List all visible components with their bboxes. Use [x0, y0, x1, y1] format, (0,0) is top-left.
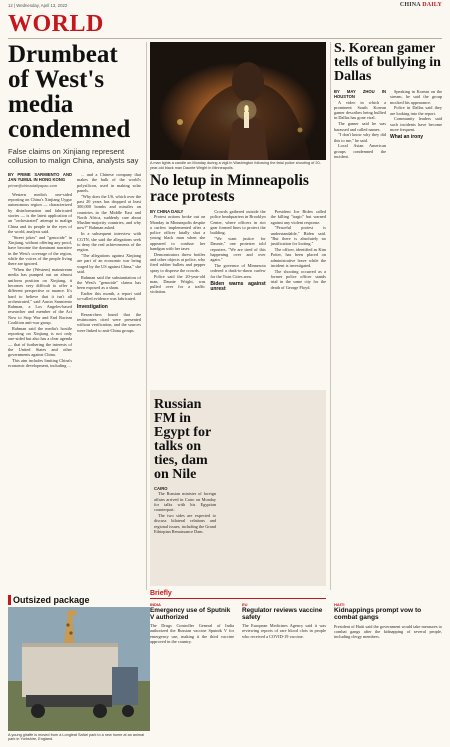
paragraph: The Russian minister of foreign affairs arrived in Cairo on Monday for talks with his Egyptian counterpart.: [154, 491, 216, 513]
egypt-body: [154, 486, 216, 534]
paragraph: Researchers found that the testimonies cited were presented without verification, and the sources were linked to anti-China groups.: [77, 311, 141, 333]
brief-item: [150, 602, 234, 644]
gamer-byline: BY MAY ZHOU IN HOUSTON: [334, 89, 386, 100]
paragraph: Crowds gathered outside the police headquarters in Brooklyn Center, where officers in riot gear formed lines to protect the building.: [210, 209, 266, 236]
paragraph: "Why does the US, which over the past 20 years has dropped at least 300,000 bombs and missiles on countries in the Middle East and North Africa, suddenly care about Muslim-majority countries, and why now?" Rahman asked.: [77, 193, 141, 231]
photo-caption: A man lights a candle on Monday during a vigil in Washington following the fatal police shooting of 20-year-old black man Daunte Wright in Minneapolis.: [150, 161, 321, 170]
mid-col-3: [271, 209, 326, 295]
paragraph: The officer, identified as Kim Potter, has been placed on administrative leave while the incident is investigated.: [270, 247, 326, 268]
paragraph: Rahman said the substantiation of the West's "genocide" claims has been exposed as a sham.: [77, 274, 141, 291]
paragraph: Earlier this month, a report said so-called evidence was fabricated.: [77, 291, 141, 302]
paragraph: Protest actions broke out on Monday in Minneapolis despite a curfew implemented after a police officer fatally shot a young black man when she appeared to confuse her handgun with her taser.: [150, 214, 206, 252]
paragraph: Police in Dallas said they are looking into the report.: [390, 105, 442, 116]
right-col-2: [390, 89, 442, 160]
gamer-subtitle: What an irony: [390, 134, 424, 141]
mid-col-2: [210, 209, 265, 295]
right-col-1: [334, 89, 386, 160]
paragraph: Local Asian American groups condemned the incident.: [334, 143, 386, 160]
lead-body: [8, 172, 142, 369]
brief-tag: INDIA: [150, 602, 161, 607]
mid-byline: BY CHINA DAILY: [150, 209, 184, 214]
mid-col-1: [150, 209, 205, 295]
brief-tag: EU: [242, 602, 248, 607]
paragraph: "When the (Western) mainstream media has pumped out an almost uniform position on Xinjiang, it becomes very difficult to offer a different perspective or nuance. It's hard to believe that it isn't all orchestrated," said Aaron Sarmiento Rahman, a Los Angeles-based researcher and member of the Act Now to Stop War and End Racism Coalition anti-war group.: [8, 267, 72, 325]
paragraph: A video in which a prominent South Korean gamer describes being bullied in Dallas has gone viral.: [334, 99, 386, 121]
paragraph: In a subsequent interview with CGTN, she said the allegations seek to deny the real achievements of the region.: [77, 231, 141, 253]
briefly-label: Briefly: [150, 590, 326, 599]
brief-headline[interactable]: Kidnappings prompt vow to combat gangs: [334, 607, 422, 621]
paragraph: Speaking in Korean on the stream, he said the group mocked his appearance.: [390, 89, 442, 105]
gamer-article: [334, 42, 442, 160]
paragraph: Western media's one-sided reporting on China's Xinjiang Uygur autonomous region — characterized by disinformation and fabricated stories — is the latest application of an "orchestrated" attempt to malign China and its people in the eyes of the world, analysts said.: [8, 191, 72, 234]
lead-subhead: False claims on Xinjiang represent collusion to malign China, analysts say: [8, 147, 139, 166]
lead-email[interactable]: prime@chinadailyapac.com: [8, 182, 58, 188]
lead-byline: BY PRIME SARMIENTO AND JAN YUMUL IN HONG KONG: [8, 171, 72, 183]
column-divider: [146, 42, 147, 590]
lead-col-2: [77, 172, 141, 369]
paragraph: Demonstrators threw bottles and other objects at police, who fired rubber bullets and pepper spray to disperse the crowds.: [150, 251, 206, 273]
giraffe-caption: A young giraffe is moved from a Longleat Safari park to a new home at an animal park in Yorkshire, England.: [8, 733, 145, 742]
mid-subtitle: Biden warns against unrest: [210, 280, 266, 293]
paragraph: This aim includes limiting China's economic development, including ...: [8, 358, 72, 369]
lead-article: [8, 42, 142, 590]
paragraph: "We want justice for Daunte," one protester told reporters. "We are tired of this happening over and over again.": [210, 235, 266, 263]
minneapolis-body: [150, 209, 326, 295]
brief-item: [242, 602, 326, 639]
minneapolis-article: [150, 173, 326, 295]
brief-headline[interactable]: Regulator reviews vaccine safety: [242, 607, 323, 621]
section-rule: [8, 38, 442, 39]
newspaper-brand: [400, 2, 442, 8]
brief-body: The European Medicines Agency said it was reviewing reports of rare blood clots in people who received a COVID-19 vaccine.: [242, 623, 326, 639]
paragraph: President Joe Biden called the killing "tragic" but warned against any violent response.: [270, 209, 326, 225]
brand-part-a: CHINA: [399, 2, 421, 8]
brief-body: President of Haiti said the government would take measures to combat gangs after the kidnapping of several people, including clergy members.: [334, 623, 442, 640]
column-divider: [330, 42, 331, 590]
lead-headline[interactable]: Drumbeat of West's media condemned: [8, 42, 131, 143]
minneapolis-headline[interactable]: No letup in Minneapolis race protests: [150, 173, 309, 205]
egypt-headline[interactable]: Russian FM in Egypt for talks on ties, dam on Nile: [154, 398, 211, 482]
haiti-brief: [334, 602, 442, 639]
vigil-photo[interactable]: [150, 42, 326, 160]
paragraph: "I don't know why they did this to me," he said.: [334, 132, 386, 143]
outsized-title-text: Outsized package: [8, 595, 90, 605]
paragraph: Rahman said the media's hostile reporting on Xinjiang is not only one-sided but also has a clear agenda — that of furthering the interests of the United States and other governments against China.: [8, 325, 72, 358]
giraffe-photo[interactable]: [8, 607, 150, 731]
paragraph: "Peaceful protest is understandable," Biden said. "But there is absolutely no justification for looting.": [270, 225, 326, 247]
gamer-body: [334, 89, 442, 160]
page-number-date: 12 | Wednesday, April 13, 2022: [8, 3, 68, 8]
paragraph: The shooting occurred as a former police officer stands trial in the same city for the death of George Floyd.: [270, 268, 326, 290]
brand-part-b: DAILY: [422, 2, 442, 8]
gamer-headline[interactable]: S. Korean gamer tells of bullying in Dallas: [334, 42, 441, 84]
egypt-dateline: CAIRO: [154, 486, 168, 491]
outsized-package-section: [8, 594, 150, 606]
paragraph: The two sides are expected to discuss bilateral relations and regional issues, including the Grand Ethiopian Renaissance Dam.: [154, 512, 216, 534]
egypt-article: [154, 398, 216, 535]
paragraph: Community leaders said such incidents have become more frequent.: [390, 116, 442, 133]
brief-tag: HAITI: [334, 602, 345, 607]
lead-col-1: [8, 172, 72, 369]
paragraph: The gamer said he was harassed and called names.: [334, 121, 386, 132]
brief-body: The Drugs Controller General of India authorized the Russian vaccine Sputnik V for emergency use, making it the third vaccine approved in the country.: [150, 623, 234, 645]
brief-headline[interactable]: Emergency use of Sputnik V authorized: [150, 607, 231, 621]
lead-subtitle: Investigation: [77, 303, 108, 310]
paragraph: "The allegations against Xinjiang are part of an economic war being waged by the US against China," she said.: [77, 252, 141, 274]
paragraph: The governor of Minnesota ordered a dusk-to-dawn curfew for the Twin Cities area.: [210, 262, 266, 279]
paragraph: Police said the 20-year-old man, Daunte Wright, was pulled over for a traffic violation.: [150, 273, 206, 295]
paragraph: ... and a Chinese company that makes the bulk of the world's polysilicon, used in making solar panels.: [77, 171, 141, 193]
outsized-title: [8, 594, 150, 606]
section-title: WORLD: [8, 11, 104, 37]
paragraph: "Street jokes" and "genocide" in Xinjiang, without offering any proof, have become the dominant narrative in the West's coverage of the region, while the voices of the people living there are ignored.: [8, 234, 72, 267]
